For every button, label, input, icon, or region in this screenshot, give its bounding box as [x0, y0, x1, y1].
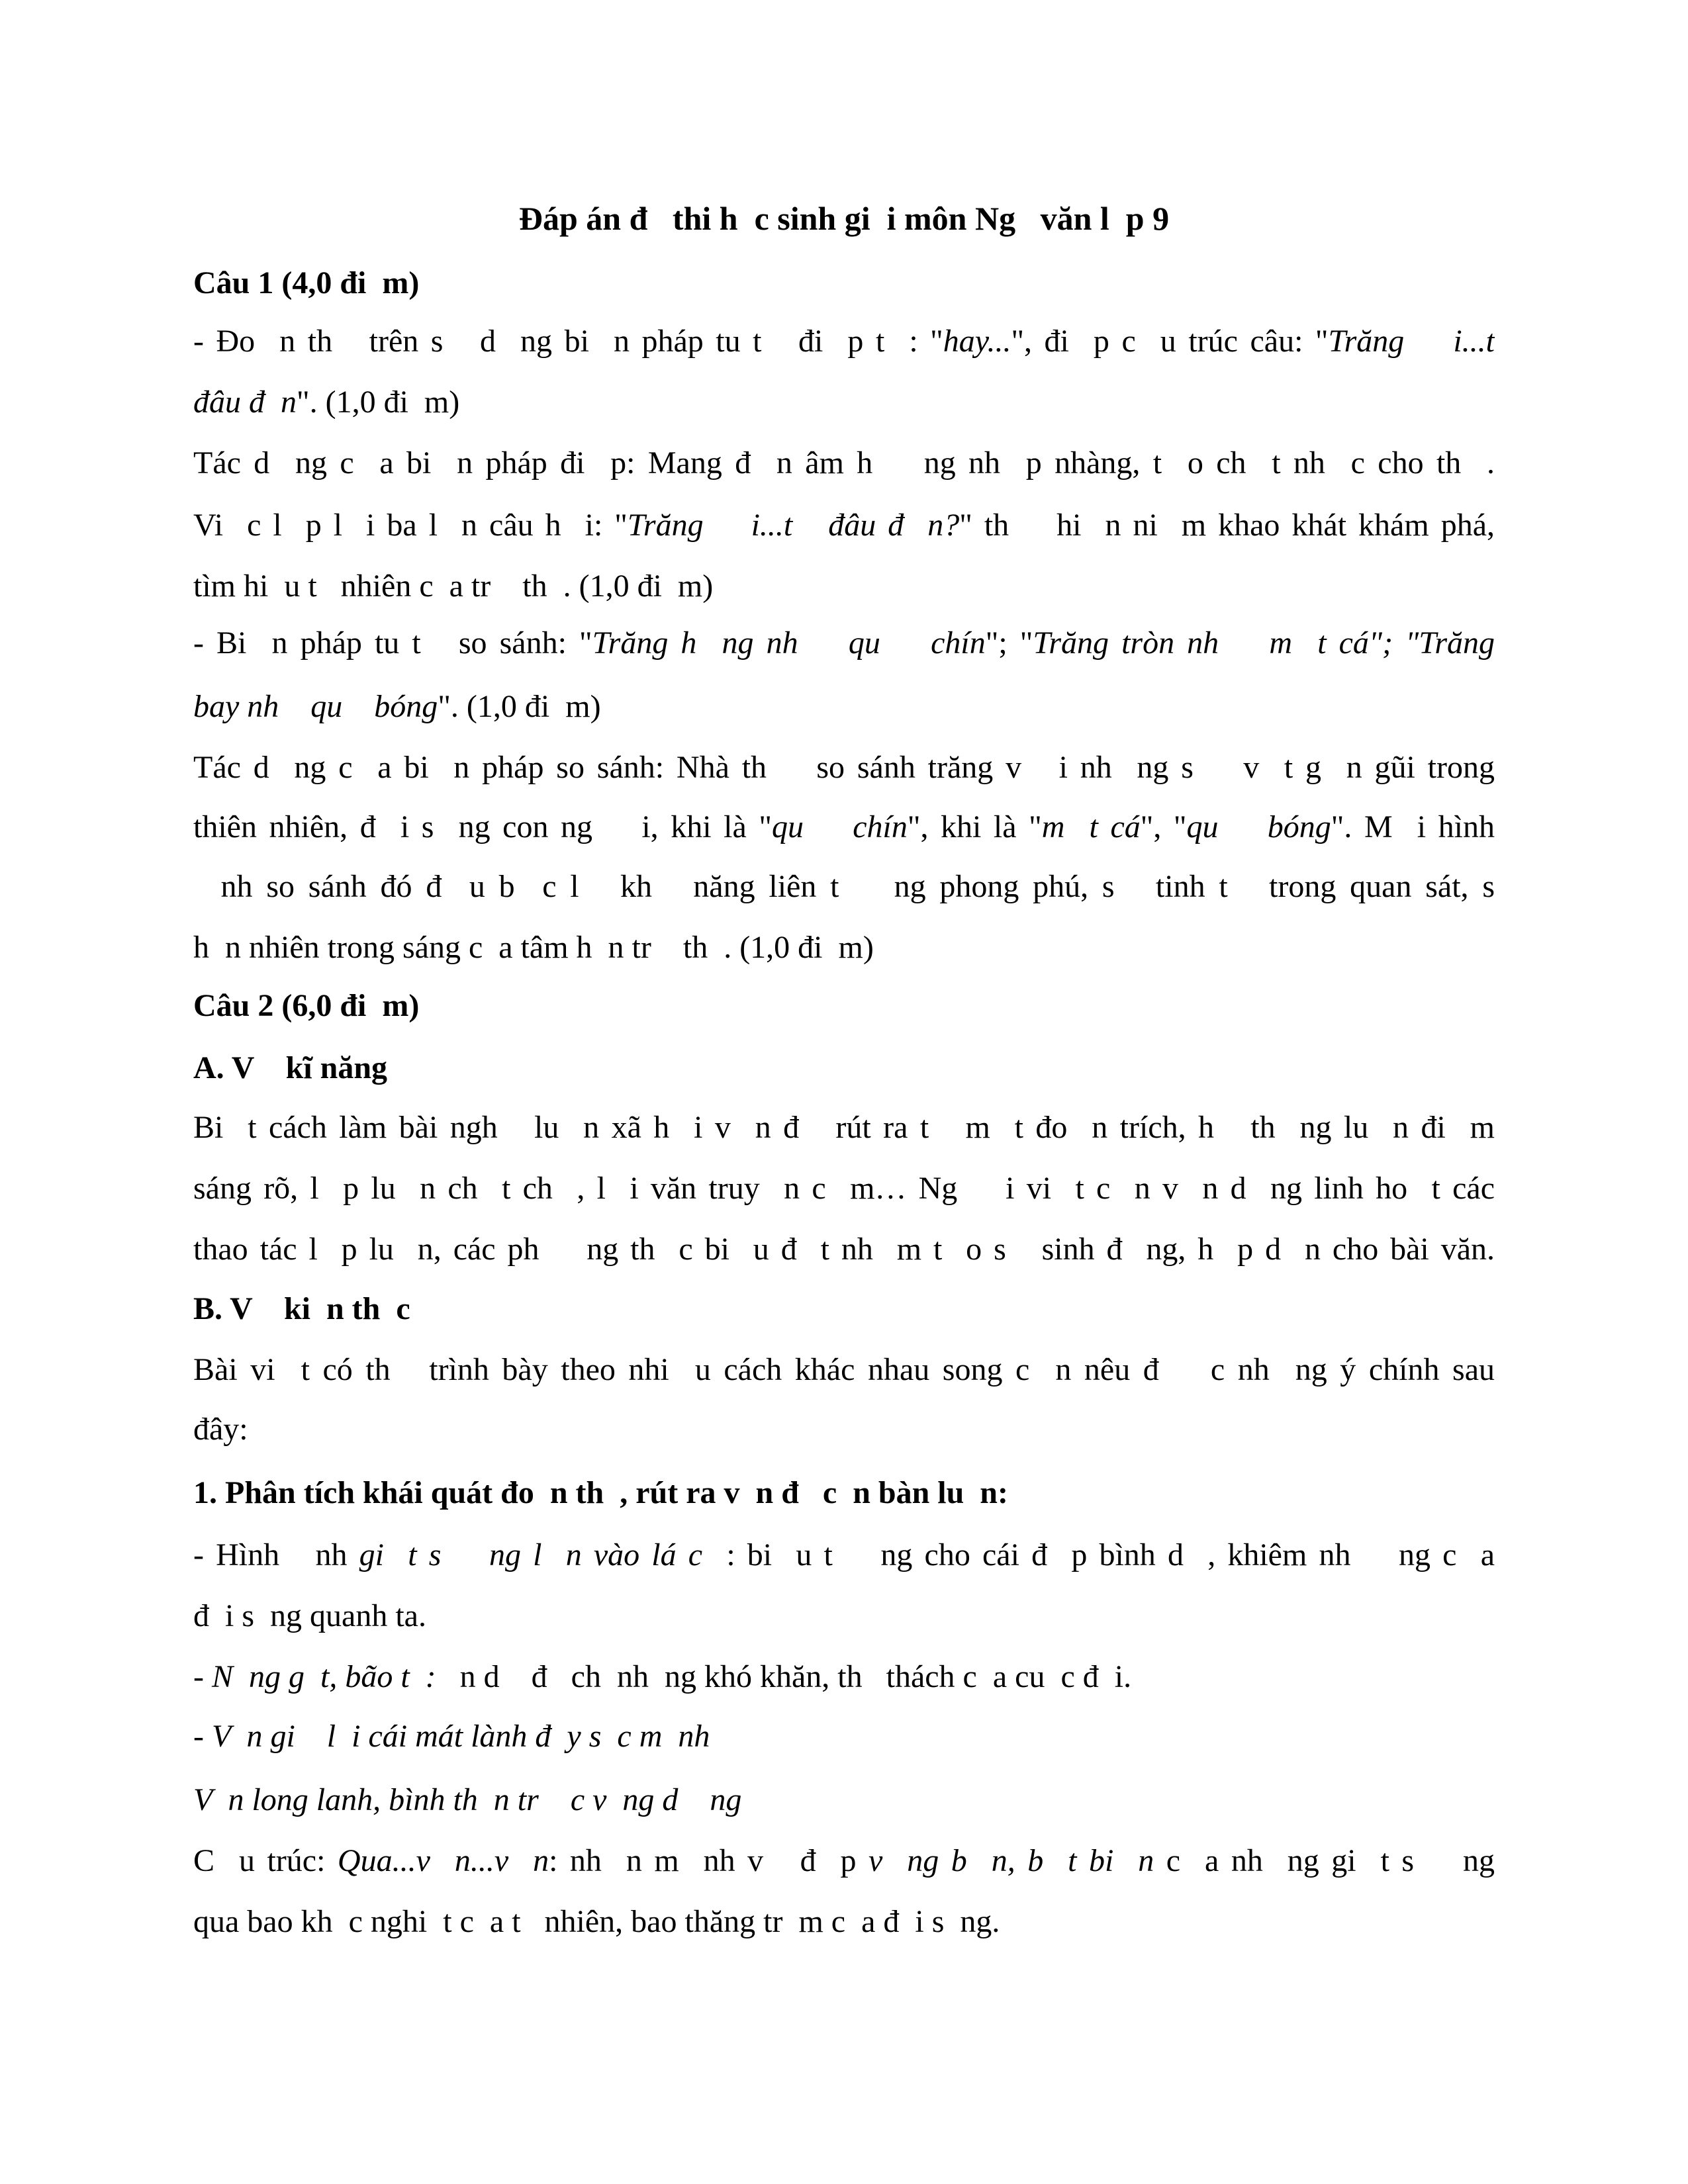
text-run: A. V kĩ năng: [193, 1050, 388, 1085]
text-run: Vi c l p l i ba l n câu h i: ": [193, 508, 628, 543]
italic-quote: hay...: [943, 324, 1011, 359]
text-run: " th hi n ni m khao khát khám phá,: [959, 508, 1495, 543]
text-line: [193, 1657, 1495, 1697]
text-run: thiên nhiên, đ i s ng con ng i, khi là ": [193, 809, 772, 844]
text-line: [193, 687, 1495, 727]
italic-quote: Trăng h ng nh qu chín: [592, 625, 986, 660]
text-run: : nh n m nh v đ p: [549, 1843, 869, 1878]
italic-quote: Trăng i...t đâu đ n?: [627, 508, 960, 543]
text-line: [193, 1350, 1495, 1390]
text-run: "; ": [985, 625, 1033, 660]
text-run: c a nh ng gi t s ng: [1154, 1843, 1495, 1878]
text-line: [193, 1902, 1495, 1942]
text-run: - Bi n pháp tu t so sánh: ": [193, 625, 592, 660]
text-line: [193, 567, 1495, 606]
italic-quote: v ng b n, b t bi n: [868, 1843, 1154, 1878]
italic-quote: Qua...v n...v n: [337, 1843, 549, 1878]
text-run: Câu 2 (6,0 đi m): [193, 988, 420, 1023]
text-run: ". (1,0 đi m): [438, 689, 601, 724]
text-line: [193, 1596, 1495, 1636]
text-line: [193, 383, 1495, 422]
text-line: [193, 1841, 1495, 1881]
text-line: [193, 322, 1495, 361]
text-run: thao tác l p lu n, các ph ng th c bi u đ t nh m t o s sinh đ ng, h p d n cho bài văn.: [193, 1232, 1495, 1267]
text-run: B. V ki n th c: [193, 1291, 410, 1326]
text-line: [193, 623, 1495, 663]
text-line: [193, 1535, 1495, 1575]
text-run: - Hình nh: [193, 1537, 359, 1572]
italic-quote: m t cá: [1041, 809, 1141, 844]
text-run: nh so sánh đó đ u b c l kh năng liên t ng phong phú, s tinh t trong quan sát, s: [193, 869, 1495, 904]
italic-quote: bay nh qu bóng: [193, 689, 438, 724]
text-run: Bài vi t có th trình bày theo nhi u cách khác nhau song c n nêu đ c nh ng ý chính sau: [193, 1352, 1495, 1387]
text-run: Câu 1 (4,0 đi m): [193, 265, 420, 300]
italic-quote: qu bóng: [1186, 809, 1331, 844]
text-run: n d đ ch nh ng khó khăn, th thách c a cu c đ i.: [436, 1659, 1132, 1694]
text-run: ". M i hình: [1331, 809, 1495, 844]
text-run: ", đi p c u trúc câu: ": [1011, 324, 1329, 359]
text-line: [193, 1230, 1495, 1269]
text-run: Tác d ng c a bi n pháp đi p: Mang đ n âm h ng nh p nhàng, t o ch t nh c cho th .: [193, 445, 1495, 480]
text-run: đây:: [193, 1412, 248, 1447]
text-line: [193, 506, 1495, 545]
text-line: [193, 1108, 1495, 1148]
section-heading: [193, 986, 1495, 1026]
document-title: Đáp án đ thi h c sinh gi i môn Ng văn l p 9: [518, 200, 1170, 237]
text-run: tìm hi u t nhiên c a tr th . (1,0 đi m): [193, 569, 714, 604]
text-run: sáng rõ, l p lu n ch t ch , l i văn truy n c m… Ng i vi t c n v n d ng linh ho t các: [193, 1171, 1495, 1206]
text-run: ". (1,0 đi m): [297, 385, 460, 420]
section-heading: [193, 1473, 1495, 1513]
text-run: đ i s ng quanh ta.: [193, 1598, 426, 1633]
text-line: [193, 807, 1495, 847]
italic-quote: qu chín: [771, 809, 908, 844]
text-run: Tác d ng c a bi n pháp so sánh: Nhà th so sánh trăng v i nh ng s v t g n gũi trong: [193, 750, 1495, 785]
italic-quote: - V n gi l i cái mát lành đ y s c m nh: [193, 1719, 710, 1754]
text-run: ", ": [1140, 809, 1187, 844]
italic-quote: V n long lanh, bình th n tr c v ng d ng: [193, 1782, 742, 1817]
text-run: - Đo n th trên s d ng bi n pháp tu t đi p t : ": [193, 324, 943, 359]
italic-quote: N ng g t, bão t :: [211, 1659, 436, 1694]
text-run: C u trúc:: [193, 1843, 338, 1878]
text-line: [193, 1169, 1495, 1208]
text-line: [193, 1410, 1495, 1449]
text-run: ", khi là ": [907, 809, 1042, 844]
italic-quote: -: [193, 1659, 212, 1694]
text-line: [193, 748, 1495, 788]
italic-quote: Trăng tròn nh m t cá"; "Trăng: [1033, 625, 1495, 660]
text-line: [193, 1717, 1495, 1756]
text-run: qua bao kh c nghi t c a t nhiên, bao thăng tr m c a đ i s ng.: [193, 1904, 1000, 1939]
text-run: : bi u t ng cho cái đ p bình d , khiêm nh ng c a: [726, 1537, 1495, 1572]
text-line: [193, 443, 1495, 483]
text-line: [193, 928, 1495, 968]
section-heading: [193, 263, 1495, 303]
italic-quote: gi t s ng l n vào lá c: [359, 1537, 727, 1572]
text-run: h n nhiên trong sáng c a tâm h n tr th . (1,0 đi m): [193, 930, 874, 965]
text-run: Bi t cách làm bài ngh lu n xã h i v n đ rút ra t m t đo n trích, h th ng lu n đi m: [193, 1110, 1495, 1145]
text-line: [193, 1780, 1495, 1820]
italic-quote: đâu đ n: [193, 385, 297, 420]
section-heading: [193, 1048, 1495, 1088]
text-line: [193, 867, 1495, 907]
italic-quote: Trăng i...t: [1328, 324, 1495, 359]
section-heading: [193, 1289, 1495, 1329]
text-run: 1. Phân tích khái quát đo n th , rút ra v n đ c n bàn lu n:: [193, 1475, 1008, 1510]
